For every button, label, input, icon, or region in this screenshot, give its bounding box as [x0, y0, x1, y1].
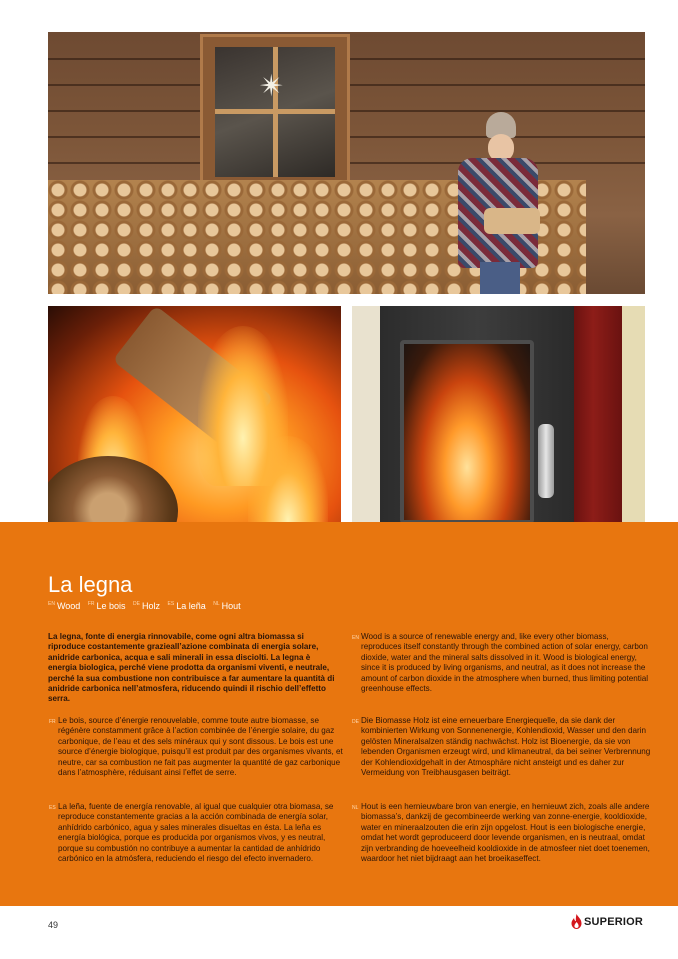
lang-tag-nl: NL	[352, 805, 359, 811]
stove-photo	[352, 306, 645, 557]
language-translations	[48, 601, 246, 611]
lang-tag-fr: FR	[49, 719, 56, 725]
text-block-italian: La legna, fonte di energia rinnovabile, come ogni altra biomassa si riproduce costantemente grazieall’azione combinata di energia solare, anidride carbonica, acqua e sali minerali in essa disciolti. La legna è energia biologica, perché viene prodotta da organismi viventi, e neutrale, perché la sua combustione non contribuisce a far aumentare la quantità di anidride carbonica nell’atmosfera, riducendo quindi il rischio dell’effetto serra.	[48, 632, 335, 704]
cabin-photo	[48, 32, 645, 294]
brand-name: SUPERIOR	[584, 915, 644, 928]
translation-es: $^{ES}$ La leña	[167, 601, 206, 611]
text-block-german: DE Die Biomasse Holz ist eine erneuerbare Energiequelle, da sie dank der kombinierten Wirkung von Sonnenenergie, Kohlendioxid, Wasser und den darin gelösten Mineralsalzen ständig nachwächst. Holz ist Bioenergie, da sie von lebenden Organismen erzeugt wird, und klimaneutral, da bei seiner Verbrennung der Kohlendioxidgehalt in der Atmosphäre nicht ansteigt und es daher zur Vermeidung von Treibhausgasen beiträgt.	[352, 716, 651, 778]
translation-fr: $^{FR}$ Le bois	[87, 601, 126, 611]
text-block-french: FR Le bois, source d’énergie renouvelable, comme toute autre biomasse, se régénère constamment grâce à l’action combinée de l’énergie solaire, du gaz carbonique, de l’eau et des sels minéraux qui y sont dissous. Le bois est une source d’énergie biologique, puisqu’il est produit par des organismes vivants, et neutre, car sa combustion ne fait pas augmenter la quantité de gaz carbonique dans l’atmosphère, réduisant ainsi l’effet de serre.	[49, 716, 343, 778]
stove-fire-window	[400, 340, 534, 524]
translation-de: $^{DE}$ Holz	[133, 601, 161, 611]
lang-tag-de: DE	[352, 719, 359, 725]
cabin-window	[200, 34, 350, 192]
flame-logo-icon	[571, 914, 582, 929]
lang-tag-es: ES	[49, 805, 56, 811]
page-title: La legna	[48, 572, 133, 597]
translation-nl: $^{NL}$ Hout	[213, 601, 241, 611]
fire-photo	[48, 306, 341, 557]
woman-figure	[458, 112, 538, 294]
page-number: 49	[48, 920, 59, 930]
stove-door-handle	[538, 424, 554, 498]
star-ornament-icon: ✴	[259, 70, 285, 103]
text-block-dutch: NL Hout is een hernieuwbare bron van energie, en hernieuwt zich, zoals alle andere biomassa’s, dankzij de gecombineerde werking van zonne-energie, kooldioxide, water en mineraalzouten die erin zijn opgelost. Hout is een biologische energie, omdat het wordt geproduceerd door levende organismen, en is neutraal, omdat zijn verbranding de hoeveelheid kooldioxide in de atmosfeer niet doet toenemen, waardoor het niet bijdraagt aan het broeikaseffect.	[352, 802, 650, 864]
lang-tag-en: EN	[352, 635, 359, 641]
brand-logo[interactable]	[571, 914, 643, 929]
text-block-english: EN Wood is a source of renewable energy and, like every other biomass, reproduces itself constantly through the combined action of solar energy, carbon dioxide, water and the mineral salts dissolved in it. Wood is biological energy, since it is produced by living organisms, and neutral, as it does not increase the amount of carbon dioxide in the atmosphere when burned, thus limiting potential greenhouse effects.	[352, 632, 649, 694]
text-block-spanish: ES La leña, fuente de energía renovable, al igual que cualquier otra biomasa, se reproduce constantemente gracias a la acción combinada de energía solar, anhídrido carbónico, agua y sales minerales disueltas en ésta. La leña es energía biológica, porque es producida por organismos vivos, y es neutral, porque su combustión no contribuye a aumentar la cantidad de anhídrido carbónico en la atmósfera, reduciendo el riesgo del efecto invernadero.	[49, 802, 334, 864]
translation-en: $^{EN}$ Wood	[48, 601, 81, 611]
